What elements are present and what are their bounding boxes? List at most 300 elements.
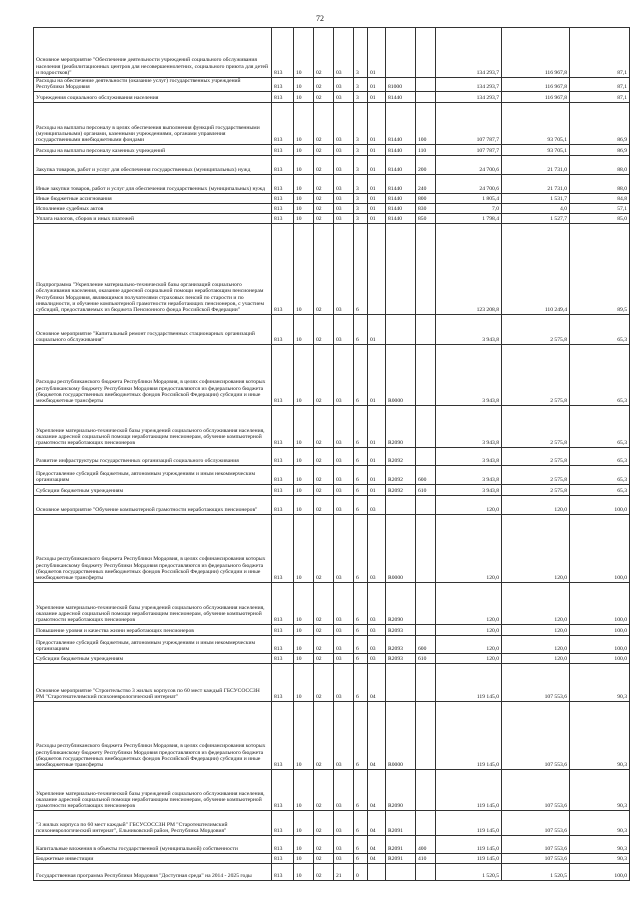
direction-code-cell: R2093 [386,654,416,664]
subprogram-code-cell: 6 [354,811,368,836]
percent-cell: 90,3 [570,702,630,770]
admin-code-cell: 813 [272,345,294,406]
direction-code-cell [386,224,416,315]
table-row [34,625,630,636]
admin-code-cell: 813 [272,636,294,654]
percent-cell: 100,0 [570,864,630,881]
program-code-cell: 03 [334,145,354,156]
expense-type-cell: 110 [416,145,436,156]
subprogram-code-cell: 6 [354,636,368,654]
activity-code-cell: 01 [368,156,386,175]
percent-cell: 88,0 [570,175,630,194]
planned-amount-cell: 1 805,4 [436,194,502,204]
direction-code-cell: R2092 [386,448,416,466]
actual-amount-cell: 2 575,8 [502,406,570,448]
row-name-cell: Основное мероприятие "Обучение компьютерной грамотности неработающих пенсионеров" [34,496,272,515]
table-row [34,702,630,770]
percent-cell: 65,3 [570,448,630,466]
section-code-cell: 10 [294,854,314,864]
program-code-cell: 03 [334,103,354,145]
actual-amount-cell: 2 575,8 [502,448,570,466]
subsection-code-cell: 02 [314,836,334,854]
expense-type-cell [416,864,436,881]
table-row [34,194,630,204]
planned-amount-cell: 120,0 [436,583,502,625]
admin-code-cell: 813 [272,702,294,770]
activity-code-cell: 03 [368,636,386,654]
actual-amount-cell: 107 553,6 [502,664,570,702]
table-row [34,103,630,145]
section-code-cell: 10 [294,811,314,836]
program-code-cell: 03 [334,654,354,664]
admin-code-cell: 813 [272,448,294,466]
section-code-cell: 10 [294,156,314,175]
admin-code-cell: 813 [272,485,294,496]
activity-code-cell: 04 [368,836,386,854]
activity-code-cell [368,864,386,881]
admin-code-cell: 813 [272,466,294,485]
percent-cell: 65,3 [570,315,630,345]
planned-amount-cell: 120,0 [436,636,502,654]
activity-code-cell: 01 [368,485,386,496]
expense-type-cell [416,515,436,583]
row-name-cell: Государственная программа Республики Мордовия "Доступная среда" на 2014 - 2025 годы [34,864,272,881]
admin-code-cell: 813 [272,515,294,583]
subprogram-code-cell: 6 [354,583,368,625]
actual-amount-cell: 116 967,8 [502,28,570,78]
expense-type-cell: 240 [416,175,436,194]
activity-code-cell: 03 [368,625,386,636]
planned-amount-cell: 120,0 [436,496,502,515]
planned-amount-cell: 119 145,0 [436,854,502,864]
actual-amount-cell: 120,0 [502,515,570,583]
actual-amount-cell: 120,0 [502,636,570,654]
subprogram-code-cell: 6 [354,224,368,315]
subprogram-code-cell: 3 [354,214,368,224]
row-name-cell: Расходы республиканского бюджета Республики Мордовия, в целях софинансирования которых республиканскому бюджету Республики Мордовия предоставляются из федерального бюджета (бюджетов государственных внебюджетных фондов Российской Федерации) субсидии и иные межбюджетные трансферты [34,515,272,583]
percent-cell: 100,0 [570,654,630,664]
row-name-cell: Подпрограмма "Укрепление материально-технической базы организаций социального обслуживания населения, оказание адресной социальной помощи неработающим пенсионерам Республики Мордовия, являющимся получателями страховых пенсий по старости и по инвалидности, и обучение компьютерной грамотности неработающих пенсионеров, с участием субсидий, предоставляемых из бюджета Пенсионного фонда Российской Федерации" [34,224,272,315]
program-code-cell: 03 [334,770,354,811]
expense-type-cell: 600 [416,466,436,485]
section-code-cell: 10 [294,496,314,515]
table-row [34,770,630,811]
admin-code-cell: 813 [272,811,294,836]
admin-code-cell: 813 [272,145,294,156]
subprogram-code-cell: 3 [354,78,368,92]
row-name-cell: Укрепление материально-технической базы учреждений социального обслуживания населения, оказание адресной социальной помощи неработающим пенсионерам, обучение компьютерной грамотности неработающих пенсионеров [34,406,272,448]
percent-cell: 65,3 [570,466,630,485]
subprogram-code-cell: 3 [354,194,368,204]
subsection-code-cell: 02 [314,664,334,702]
row-name-cell: Иные закупки товаров, работ и услуг для обеспечения государственных (муниципальных) нужд [34,175,272,194]
expense-type-cell [416,315,436,345]
activity-code-cell: 01 [368,28,386,78]
percent-cell: 84,8 [570,194,630,204]
planned-amount-cell: 1 520,5 [436,864,502,881]
direction-code-cell: 81440 [386,145,416,156]
program-code-cell: 03 [334,496,354,515]
subsection-code-cell: 02 [314,770,334,811]
activity-code-cell: 01 [368,406,386,448]
row-name-cell: Капитальные вложения в объекты государственной (муниципальной) собственности [34,836,272,854]
activity-code-cell: 03 [368,583,386,625]
expense-type-cell: 830 [416,204,436,214]
subsection-code-cell: 02 [314,406,334,448]
percent-cell: 86,9 [570,145,630,156]
expense-type-cell: 100 [416,103,436,145]
planned-amount-cell: 119 145,0 [436,664,502,702]
budget-table [33,27,630,881]
expense-type-cell [416,664,436,702]
program-code-cell: 03 [334,811,354,836]
program-code-cell: 03 [334,214,354,224]
percent-cell: 100,0 [570,625,630,636]
admin-code-cell: 813 [272,194,294,204]
actual-amount-cell: 21 731,0 [502,156,570,175]
direction-code-cell: R2092 [386,466,416,485]
table-row [34,448,630,466]
direction-code-cell [386,864,416,881]
actual-amount-cell: 110 249,4 [502,224,570,315]
subprogram-code-cell: 6 [354,654,368,664]
row-name-cell: Расходы республиканского бюджета Республики Мордовия, в целях софинансирования которых республиканскому бюджету Республики Мордовия предоставляются из федерального бюджета (бюджетов государственных внебюджетных фондов Российской Федерации) субсидии и иные межбюджетные трансферты [34,345,272,406]
percent-cell: 89,5 [570,224,630,315]
percent-cell: 88,0 [570,156,630,175]
subsection-code-cell: 02 [314,466,334,485]
planned-amount-cell: 3 943,8 [436,485,502,496]
row-name-cell: Уплата налогов, сборов и иных платежей [34,214,272,224]
program-code-cell: 03 [334,702,354,770]
percent-cell: 90,3 [570,854,630,864]
actual-amount-cell: 21 731,0 [502,175,570,194]
table-row [34,345,630,406]
subprogram-code-cell: 0 [354,864,368,881]
table-row [34,406,630,448]
subprogram-code-cell: 6 [354,406,368,448]
subprogram-code-cell: 6 [354,702,368,770]
subsection-code-cell: 02 [314,92,334,103]
section-code-cell: 10 [294,194,314,204]
planned-amount-cell: 134 293,7 [436,78,502,92]
actual-amount-cell: 1 531,7 [502,194,570,204]
section-code-cell: 10 [294,770,314,811]
subsection-code-cell: 02 [314,702,334,770]
direction-code-cell: 81440 [386,175,416,194]
subsection-code-cell: 02 [314,515,334,583]
actual-amount-cell: 116 967,8 [502,92,570,103]
program-code-cell: 03 [334,28,354,78]
direction-code-cell: R2090 [386,406,416,448]
program-code-cell: 03 [334,466,354,485]
section-code-cell: 10 [294,103,314,145]
expense-type-cell [416,702,436,770]
table-body [34,28,630,881]
program-code-cell: 03 [334,204,354,214]
activity-code-cell: 04 [368,811,386,836]
subsection-code-cell: 02 [314,204,334,214]
activity-code-cell: 01 [368,103,386,145]
planned-amount-cell: 120,0 [436,625,502,636]
subsection-code-cell: 02 [314,156,334,175]
program-code-cell: 03 [334,224,354,315]
direction-code-cell [386,28,416,78]
section-code-cell: 10 [294,175,314,194]
program-code-cell: 03 [334,156,354,175]
admin-code-cell: 813 [272,654,294,664]
direction-code-cell: R2092 [386,485,416,496]
table-row [34,636,630,654]
row-name-cell: Развитие инфраструктуры государственных организаций социального обслуживания [34,448,272,466]
activity-code-cell: 01 [368,345,386,406]
planned-amount-cell: 119 145,0 [436,770,502,811]
subsection-code-cell: 02 [314,224,334,315]
section-code-cell: 10 [294,145,314,156]
admin-code-cell: 813 [272,78,294,92]
row-name-cell: Повышение уровня и качества жизни неработающих пенсионеров [34,625,272,636]
percent-cell: 87,1 [570,92,630,103]
subsection-code-cell: 02 [314,485,334,496]
planned-amount-cell: 3 943,8 [436,406,502,448]
program-code-cell: 03 [334,583,354,625]
percent-cell: 57,1 [570,204,630,214]
planned-amount-cell: 123 208,8 [436,224,502,315]
percent-cell: 86,9 [570,103,630,145]
actual-amount-cell: 120,0 [502,496,570,515]
subsection-code-cell: 02 [314,145,334,156]
direction-code-cell: 81440 [386,194,416,204]
table-row [34,836,630,854]
percent-cell: 65,3 [570,345,630,406]
subsection-code-cell: 02 [314,854,334,864]
expense-type-cell [416,406,436,448]
table-row [34,315,630,345]
row-name-cell: Расходы на обеспечение деятельности (оказание услуг) государственных учреждений Республики Мордовия [34,78,272,92]
subsection-code-cell: 02 [314,864,334,881]
program-code-cell: 03 [334,448,354,466]
admin-code-cell: 813 [272,625,294,636]
percent-cell: 90,3 [570,770,630,811]
actual-amount-cell: 107 553,6 [502,836,570,854]
expense-type-cell: 800 [416,194,436,204]
section-code-cell: 10 [294,406,314,448]
actual-amount-cell: 1 520,5 [502,864,570,881]
admin-code-cell: 813 [272,406,294,448]
table-row [34,583,630,625]
section-code-cell: 10 [294,466,314,485]
activity-code-cell: 01 [368,466,386,485]
subsection-code-cell: 02 [314,214,334,224]
subprogram-code-cell: 3 [354,175,368,194]
program-code-cell: 03 [334,78,354,92]
subsection-code-cell: 02 [314,448,334,466]
actual-amount-cell: 2 575,8 [502,315,570,345]
actual-amount-cell: 120,0 [502,583,570,625]
admin-code-cell: 813 [272,92,294,103]
admin-code-cell: 813 [272,854,294,864]
admin-code-cell: 813 [272,864,294,881]
program-code-cell: 03 [334,485,354,496]
activity-code-cell: 01 [368,175,386,194]
program-code-cell: 21 [334,864,354,881]
table-row [34,214,630,224]
admin-code-cell: 813 [272,175,294,194]
section-code-cell: 10 [294,224,314,315]
expense-type-cell [416,770,436,811]
subprogram-code-cell: 3 [354,103,368,145]
activity-code-cell: 01 [368,204,386,214]
section-code-cell: 10 [294,702,314,770]
expense-type-cell: 610 [416,485,436,496]
actual-amount-cell: 1 527,7 [502,214,570,224]
actual-amount-cell: 93 705,1 [502,103,570,145]
percent-cell: 87,1 [570,28,630,78]
subsection-code-cell: 02 [314,811,334,836]
section-code-cell: 10 [294,654,314,664]
row-name-cell: Укрепление материально-технической базы учреждений социального обслуживания населения, оказание адресной социальной помощи неработающим пенсионерам, обучение компьютерной грамотности неработающих пенсионеров [34,583,272,625]
activity-code-cell: 03 [368,496,386,515]
row-name-cell: Укрепление материально-технической базы учреждений социального обслуживания населения, оказание адресной социальной помощи неработающим пенсионерам, обучение компьютерной грамотности неработающих пенсионеров [34,770,272,811]
activity-code-cell: 04 [368,854,386,864]
subprogram-code-cell: 6 [354,836,368,854]
planned-amount-cell: 119 145,0 [436,836,502,854]
planned-amount-cell: 134 293,7 [436,92,502,103]
expense-type-cell [416,28,436,78]
subsection-code-cell: 02 [314,78,334,92]
subsection-code-cell: 02 [314,583,334,625]
row-name-cell: Иные бюджетные ассигнования [34,194,272,204]
expense-type-cell [416,92,436,103]
program-code-cell: 03 [334,836,354,854]
row-name-cell: Бюджетные инвестиции [34,854,272,864]
activity-code-cell: 04 [368,664,386,702]
percent-cell: 65,3 [570,485,630,496]
row-name-cell: Закупка товаров, работ и услуг для обеспечения государственных (муниципальных) нужд [34,156,272,175]
program-code-cell: 03 [334,345,354,406]
section-code-cell: 10 [294,28,314,78]
percent-cell: 87,1 [570,78,630,92]
subprogram-code-cell: 3 [354,28,368,78]
percent-cell: 100,0 [570,496,630,515]
planned-amount-cell: 119 145,0 [436,702,502,770]
section-code-cell: 10 [294,836,314,854]
table-row [34,496,630,515]
table-row [34,515,630,583]
direction-code-cell: R0000 [386,702,416,770]
table-row [34,156,630,175]
admin-code-cell: 813 [272,103,294,145]
subsection-code-cell: 02 [314,175,334,194]
expense-type-cell [416,448,436,466]
actual-amount-cell: 107 553,6 [502,770,570,811]
row-name-cell: Предоставление субсидий бюджетным, автономным учреждениям и иным некоммерческим организациям [34,466,272,485]
row-name-cell: Исполнение судебных актов [34,204,272,214]
row-name-cell: Учреждения социального обслуживания населения [34,92,272,103]
section-code-cell: 10 [294,864,314,881]
admin-code-cell: 813 [272,224,294,315]
subprogram-code-cell: 6 [354,770,368,811]
row-name-cell: Основное мероприятие "Капитальный ремонт государственных стационарных организаций социального обслуживания" [34,315,272,345]
program-code-cell: 03 [334,854,354,864]
percent-cell: 65,3 [570,406,630,448]
program-code-cell: 03 [334,406,354,448]
table-row [34,28,630,78]
table-row [34,204,630,214]
direction-code-cell: R2093 [386,625,416,636]
admin-code-cell: 813 [272,28,294,78]
section-code-cell: 10 [294,315,314,345]
subsection-code-cell: 02 [314,636,334,654]
subprogram-code-cell: 6 [354,485,368,496]
subsection-code-cell: 02 [314,28,334,78]
table-row [34,466,630,485]
activity-code-cell [368,224,386,315]
percent-cell: 100,0 [570,583,630,625]
expense-type-cell [416,625,436,636]
subprogram-code-cell: 6 [354,515,368,583]
planned-amount-cell: 24 700,6 [436,156,502,175]
expense-type-cell [416,583,436,625]
table-row [34,664,630,702]
table-row [34,864,630,881]
planned-amount-cell: 7,0 [436,204,502,214]
actual-amount-cell: 120,0 [502,625,570,636]
section-code-cell: 10 [294,214,314,224]
subprogram-code-cell: 6 [354,625,368,636]
subprogram-code-cell: 6 [354,315,368,345]
section-code-cell: 10 [294,485,314,496]
direction-code-cell: 81440 [386,103,416,145]
admin-code-cell: 813 [272,214,294,224]
direction-code-cell: R2090 [386,770,416,811]
direction-code-cell: 81000 [386,78,416,92]
subsection-code-cell: 02 [314,103,334,145]
percent-cell: 90,3 [570,811,630,836]
activity-code-cell: 01 [368,78,386,92]
table-row [34,654,630,664]
admin-code-cell: 813 [272,664,294,702]
actual-amount-cell: 107 553,6 [502,811,570,836]
subprogram-code-cell: 6 [354,664,368,702]
section-code-cell: 10 [294,636,314,654]
expense-type-cell: 400 [416,836,436,854]
admin-code-cell: 813 [272,204,294,214]
expense-type-cell: 610 [416,654,436,664]
table-row [34,811,630,836]
program-code-cell: 03 [334,92,354,103]
planned-amount-cell: 120,0 [436,654,502,664]
activity-code-cell: 01 [368,92,386,103]
activity-code-cell: 03 [368,515,386,583]
table-row [34,224,630,315]
subprogram-code-cell: 3 [354,156,368,175]
subprogram-code-cell: 6 [354,496,368,515]
actual-amount-cell: 2 575,8 [502,466,570,485]
program-code-cell: 03 [334,636,354,654]
percent-cell: 90,3 [570,836,630,854]
planned-amount-cell: 107 787,7 [436,103,502,145]
planned-amount-cell: 24 700,6 [436,175,502,194]
subsection-code-cell: 02 [314,496,334,515]
actual-amount-cell: 2 575,8 [502,485,570,496]
admin-code-cell: 813 [272,770,294,811]
activity-code-cell: 03 [368,654,386,664]
actual-amount-cell: 2 575,8 [502,345,570,406]
direction-code-cell: R2091 [386,854,416,864]
direction-code-cell: R0000 [386,515,416,583]
planned-amount-cell: 134 293,7 [436,28,502,78]
subsection-code-cell: 02 [314,194,334,204]
